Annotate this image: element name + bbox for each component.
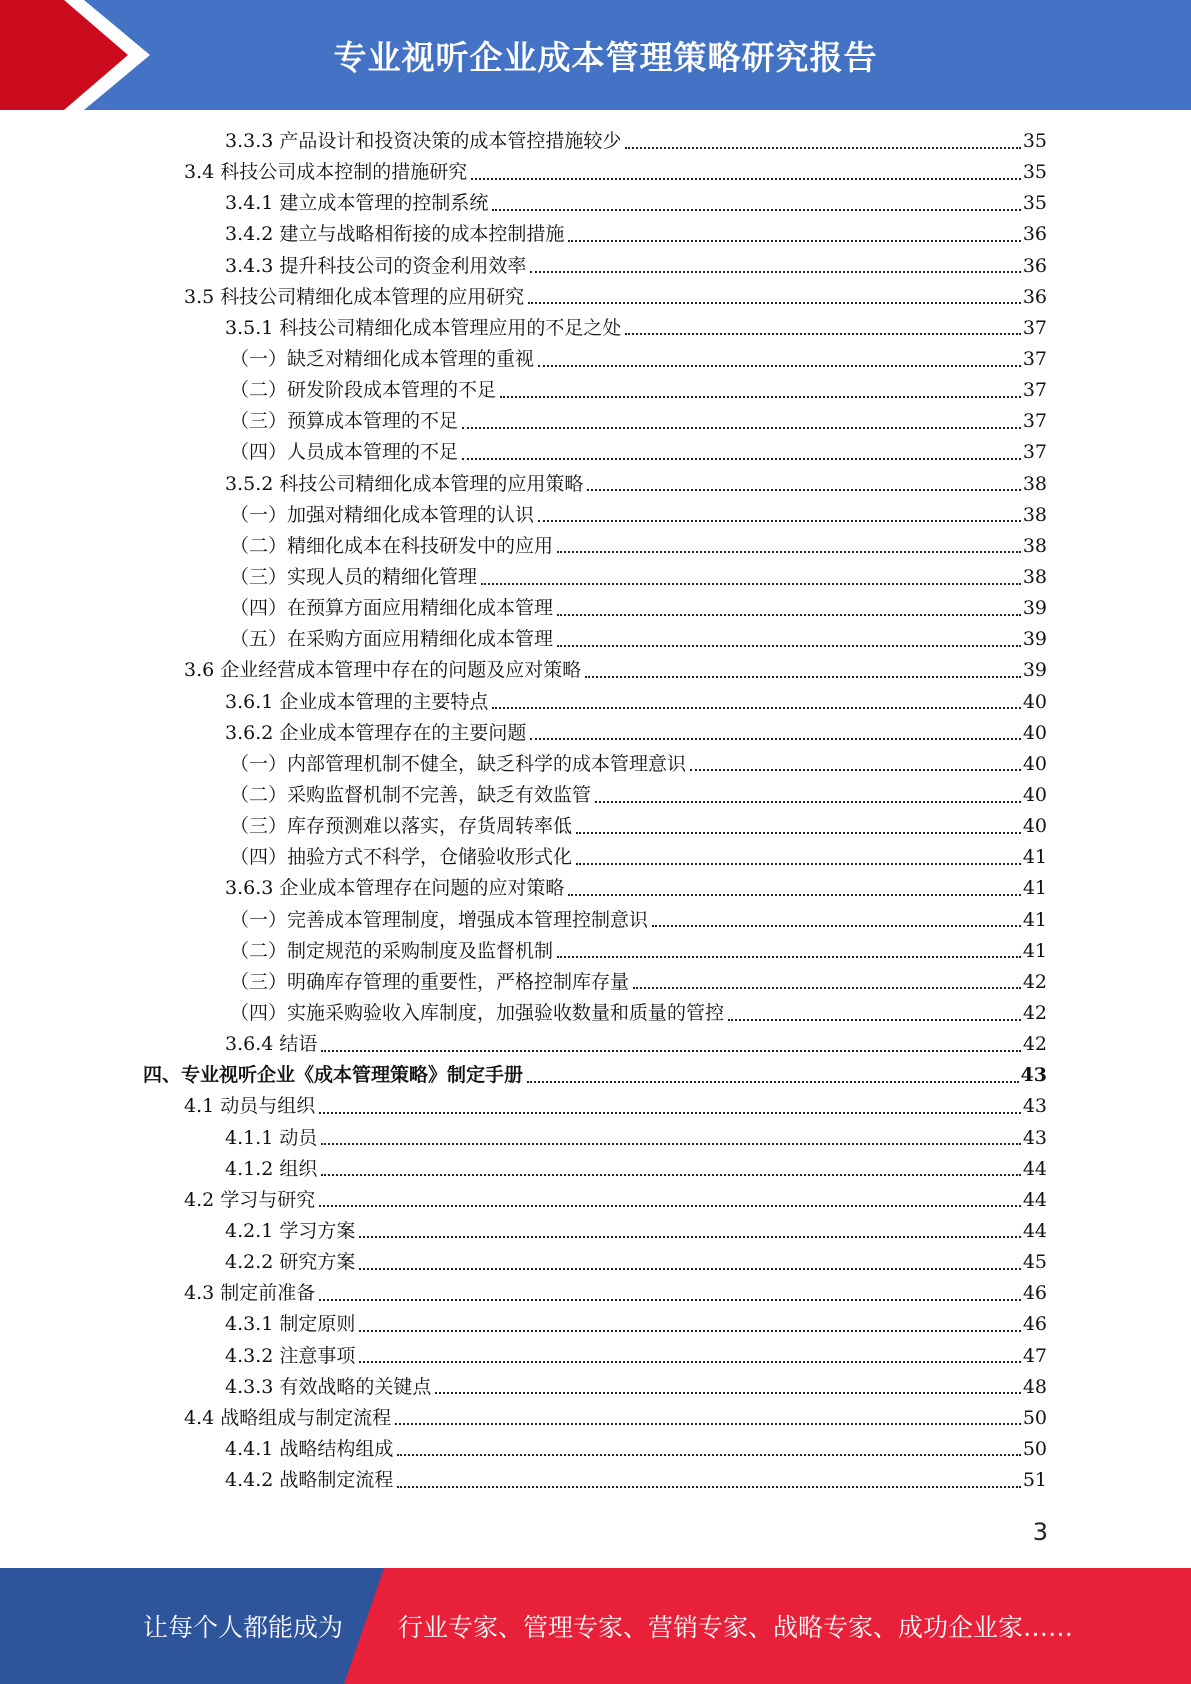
toc-page-number: 35 [1022, 192, 1047, 215]
toc-entry[interactable] [0, 842, 1191, 873]
toc-entry[interactable] [0, 624, 1191, 655]
toc-page-number: 40 [1022, 721, 1047, 744]
toc-entry[interactable] [0, 251, 1191, 282]
toc-page-number: 40 [1022, 784, 1047, 807]
toc-dot-leader [319, 1112, 1021, 1114]
toc-dot-leader [690, 769, 1021, 771]
toc-page-number: 50 [1022, 1406, 1047, 1429]
toc-entry[interactable] [0, 873, 1191, 904]
toc-entry[interactable] [0, 531, 1191, 562]
toc-dot-leader [321, 1050, 1020, 1052]
toc-entry-title: 4.3.1 制定原则 [225, 1313, 356, 1336]
toc-entry[interactable] [0, 749, 1191, 780]
toc-entry[interactable] [0, 157, 1191, 188]
toc-dot-leader [568, 240, 1020, 242]
toc-entry-title: （一）内部管理机制不健全，缺乏科学的成本管理意识 [230, 752, 687, 775]
toc-dot-leader [397, 1454, 1020, 1456]
toc-entry[interactable] [0, 1060, 1191, 1091]
toc-entry-title: （四）人员成本管理的不足 [230, 441, 459, 464]
toc-entry[interactable] [0, 375, 1191, 406]
toc-entry[interactable] [0, 282, 1191, 313]
toc-entry[interactable] [0, 998, 1191, 1029]
toc-entry-title: （一）完善成本管理制度，增强成本管理控制意识 [230, 908, 649, 931]
toc-entry[interactable] [0, 967, 1191, 998]
toc-dot-leader [492, 209, 1020, 211]
toc-dot-leader [462, 458, 1021, 460]
toc-page-number: 41 [1022, 939, 1047, 962]
toc-dot-leader [359, 1236, 1020, 1238]
toc-dot-leader [557, 645, 1021, 647]
toc-dot-leader [728, 1019, 1021, 1021]
toc-page-number: 40 [1022, 690, 1047, 713]
toc-page-number: 41 [1022, 846, 1047, 869]
toc-entry[interactable] [0, 1247, 1191, 1278]
toc-page-number: 47 [1022, 1344, 1047, 1367]
toc-entry-title: 4.4.1 战略结构组成 [225, 1437, 394, 1460]
toc-page-number: 39 [1022, 628, 1047, 651]
footer-slogan-left: 让每个人都能成为 [143, 1613, 344, 1642]
toc-page-number: 46 [1022, 1313, 1047, 1336]
toc-entry-title: 4.2.1 学习方案 [225, 1219, 356, 1242]
toc-entry-title: 3.5 科技公司精细化成本管理的应用研究 [184, 285, 525, 308]
toc-entry[interactable] [0, 811, 1191, 842]
toc-dot-leader [395, 1423, 1021, 1425]
toc-entry[interactable] [0, 1403, 1191, 1434]
toc-page-number: 46 [1022, 1282, 1047, 1305]
toc-dot-leader [528, 302, 1021, 304]
toc-entry[interactable] [0, 1372, 1191, 1403]
toc-dot-leader [557, 614, 1021, 616]
toc-entry-title: （二）采购监督机制不完善，缺乏有效监管 [230, 784, 592, 807]
toc-dot-leader [585, 676, 1021, 678]
toc-entry[interactable] [0, 780, 1191, 811]
toc-entry-title: 四、专业视听企业《成本管理策略》制定手册 [143, 1064, 524, 1087]
toc-dot-leader [481, 583, 1021, 585]
toc-page-number: 43 [1022, 1126, 1047, 1149]
toc-entry-title: 4.3.2 注意事项 [225, 1344, 356, 1367]
toc-entry[interactable] [0, 1154, 1191, 1185]
toc-page-number: 43 [1020, 1064, 1047, 1087]
toc-dot-leader [359, 1361, 1020, 1363]
page-header [0, 0, 1191, 110]
toc-dot-leader [462, 427, 1021, 429]
toc-entry-title: 4.3 制定前准备 [184, 1282, 316, 1305]
toc-entry-title: （二）制定规范的采购制度及监督机制 [230, 939, 554, 962]
toc-page-number: 40 [1022, 815, 1047, 838]
toc-entry-title: 4.4 战略组成与制定流程 [184, 1406, 392, 1429]
toc-entry[interactable] [0, 1091, 1191, 1122]
toc-entry-title: （四）在预算方面应用精细化成本管理 [230, 597, 554, 620]
toc-dot-leader [625, 147, 1020, 149]
toc-page-number: 42 [1022, 1033, 1047, 1056]
toc-entry-title: 3.6 企业经营成本管理中存在的问题及应对策略 [184, 659, 582, 682]
toc-dot-leader [652, 925, 1021, 927]
toc-entry-title: 3.6.4 结语 [225, 1033, 318, 1056]
toc-entry[interactable] [0, 1029, 1191, 1060]
toc-page-number: 44 [1022, 1157, 1047, 1180]
toc-page-number: 40 [1022, 752, 1047, 775]
toc-entry[interactable] [0, 188, 1191, 219]
toc-entry-title: 3.3.3 产品设计和投资决策的成本管控措施较少 [225, 130, 622, 153]
toc-entry[interactable] [0, 687, 1191, 718]
toc-page-number: 37 [1022, 410, 1047, 433]
toc-entry-title: （四）实施采购验收入库制度，加强验收数量和质量的管控 [230, 1002, 725, 1024]
toc-dot-leader [471, 178, 1021, 180]
toc-entry[interactable] [0, 1123, 1191, 1154]
toc-entry-title: （二）研发阶段成本管理的不足 [230, 379, 497, 402]
toc-page-number: 39 [1022, 659, 1047, 682]
toc-dot-leader [500, 396, 1021, 398]
toc-entry[interactable] [0, 126, 1191, 157]
toc-entry[interactable] [0, 406, 1191, 437]
toc-page-number: 41 [1022, 908, 1047, 931]
toc-entry-title: （五）在采购方面应用精细化成本管理 [230, 628, 554, 651]
toc-dot-leader [633, 987, 1021, 989]
toc-page-number: 35 [1022, 130, 1047, 153]
toc-dot-leader [492, 707, 1020, 709]
toc-page-number: 37 [1022, 316, 1047, 339]
toc-entry[interactable] [0, 1434, 1191, 1465]
toc-page-number: 42 [1022, 970, 1047, 993]
page-number: 3 [1032, 1518, 1048, 1546]
toc-entry[interactable] [0, 562, 1191, 593]
toc-dot-leader [435, 1392, 1020, 1394]
toc-entry-title: 3.6.1 企业成本管理的主要特点 [225, 690, 489, 713]
toc-dot-leader [359, 1268, 1020, 1270]
toc-page-number: 48 [1022, 1375, 1047, 1398]
toc-entry[interactable] [0, 1216, 1191, 1247]
toc-page-number: 41 [1022, 877, 1047, 900]
toc-entry-title: （二）精细化成本在科技研发中的应用 [230, 534, 554, 557]
toc-page-number: 42 [1022, 1002, 1047, 1024]
toc-page-number: 45 [1022, 1251, 1047, 1274]
toc-entry-title: （三）库存预测难以落实，存货周转率低 [230, 815, 573, 838]
toc-page-number: 43 [1022, 1095, 1047, 1118]
toc-dot-leader [530, 738, 1020, 740]
toc-page-number: 37 [1022, 441, 1047, 464]
toc-entry-title: （一）缺乏对精细化成本管理的重视 [230, 348, 535, 371]
toc-entry-title: 4.2.2 研究方案 [225, 1251, 356, 1274]
toc-dot-leader [538, 365, 1021, 367]
toc-entry[interactable] [0, 718, 1191, 749]
toc-page-number: 38 [1022, 503, 1047, 526]
page-footer [0, 1568, 1191, 1684]
toc-entry-title: 3.4.2 建立与战略相衔接的成本控制措施 [225, 223, 565, 246]
toc-page-number: 36 [1022, 285, 1047, 308]
toc-entry-title: 4.2 学习与研究 [184, 1188, 316, 1211]
toc-dot-leader [576, 832, 1021, 834]
toc-entry-title: 3.4.3 提升科技公司的资金利用效率 [225, 254, 527, 277]
toc-entry-title: （四）抽验方式不科学，仓储验收形式化 [230, 846, 573, 869]
toc-dot-leader [625, 333, 1020, 335]
document-title: 专业视听企业成本管理策略研究报告 [333, 37, 878, 77]
toc-entry-title: （三）预算成本管理的不足 [230, 410, 459, 433]
toc-page-number: 38 [1022, 472, 1047, 495]
toc-dot-leader [595, 801, 1021, 803]
toc-dot-leader [557, 551, 1021, 553]
toc-page-number: 50 [1022, 1437, 1047, 1460]
toc-entry[interactable] [0, 593, 1191, 624]
toc-entry[interactable] [0, 905, 1191, 936]
toc-dot-leader [321, 1143, 1020, 1145]
toc-entry[interactable] [0, 1278, 1191, 1309]
toc-dot-leader [321, 1174, 1020, 1176]
toc-page-number: 44 [1022, 1219, 1047, 1242]
toc-entry[interactable] [0, 1309, 1191, 1340]
toc-entry-title: 3.6.2 企业成本管理存在的主要问题 [225, 721, 527, 744]
toc-dot-leader [557, 956, 1021, 958]
toc-entry[interactable] [0, 437, 1191, 468]
toc-entry[interactable] [0, 313, 1191, 344]
toc-page-number: 38 [1022, 534, 1047, 557]
toc-entry[interactable] [0, 469, 1191, 500]
toc-page-number: 35 [1022, 161, 1047, 184]
toc-page-number: 44 [1022, 1188, 1047, 1211]
toc-entry-title: 4.1.1 动员 [225, 1126, 318, 1149]
toc-entry[interactable] [0, 500, 1191, 531]
toc-page-number: 38 [1022, 566, 1047, 589]
toc-dot-leader [530, 271, 1020, 273]
toc-entry-title: 3.6.3 企业成本管理存在问题的应对策略 [225, 877, 565, 900]
toc-page-number: 37 [1022, 348, 1047, 371]
toc-page-number: 37 [1022, 379, 1047, 402]
toc-entry-title: （三）明确库存管理的重要性，严格控制库存量 [230, 970, 630, 993]
toc-page-number: 36 [1022, 223, 1047, 246]
toc-entry-title: 3.5.1 科技公司精细化成本管理应用的不足之处 [225, 316, 622, 339]
toc-page-number: 51 [1022, 1469, 1047, 1492]
toc-dot-leader [568, 894, 1020, 896]
table-of-contents [0, 126, 1191, 1496]
toc-page-number: 39 [1022, 597, 1047, 620]
toc-entry[interactable] [0, 1465, 1191, 1496]
toc-entry-title: （三）实现人员的精细化管理 [230, 566, 478, 589]
toc-entry-title: 3.4.1 建立成本管理的控制系统 [225, 192, 489, 215]
toc-page-number: 36 [1022, 254, 1047, 277]
toc-dot-leader [538, 520, 1021, 522]
toc-entry[interactable] [0, 344, 1191, 375]
toc-entry-title: 4.3.3 有效战略的关键点 [225, 1375, 432, 1398]
toc-entry-title: 4.1 动员与组织 [184, 1095, 316, 1118]
toc-dot-leader [397, 1486, 1020, 1488]
toc-entry[interactable] [0, 655, 1191, 686]
toc-entry[interactable] [0, 219, 1191, 250]
toc-entry-title: （一）加强对精细化成本管理的认识 [230, 503, 535, 526]
toc-entry-title: 3.5.2 科技公司精细化成本管理的应用策略 [225, 472, 584, 495]
toc-entry[interactable] [0, 1185, 1191, 1216]
footer-slogan-right: 行业专家、管理专家、营销专家、战略专家、成功企业家…… [398, 1613, 1074, 1642]
toc-entry[interactable] [0, 1340, 1191, 1371]
toc-dot-leader [319, 1299, 1021, 1301]
toc-entry-title: 3.4 科技公司成本控制的措施研究 [184, 161, 468, 184]
toc-dot-leader [587, 489, 1020, 491]
toc-entry[interactable] [0, 936, 1191, 967]
toc-dot-leader [576, 863, 1021, 865]
toc-dot-leader [319, 1205, 1021, 1207]
toc-dot-leader [359, 1330, 1020, 1332]
toc-entry-title: 4.4.2 战略制定流程 [225, 1469, 394, 1492]
toc-entry-title: 4.1.2 组织 [225, 1157, 318, 1180]
toc-dot-leader [527, 1081, 1019, 1083]
